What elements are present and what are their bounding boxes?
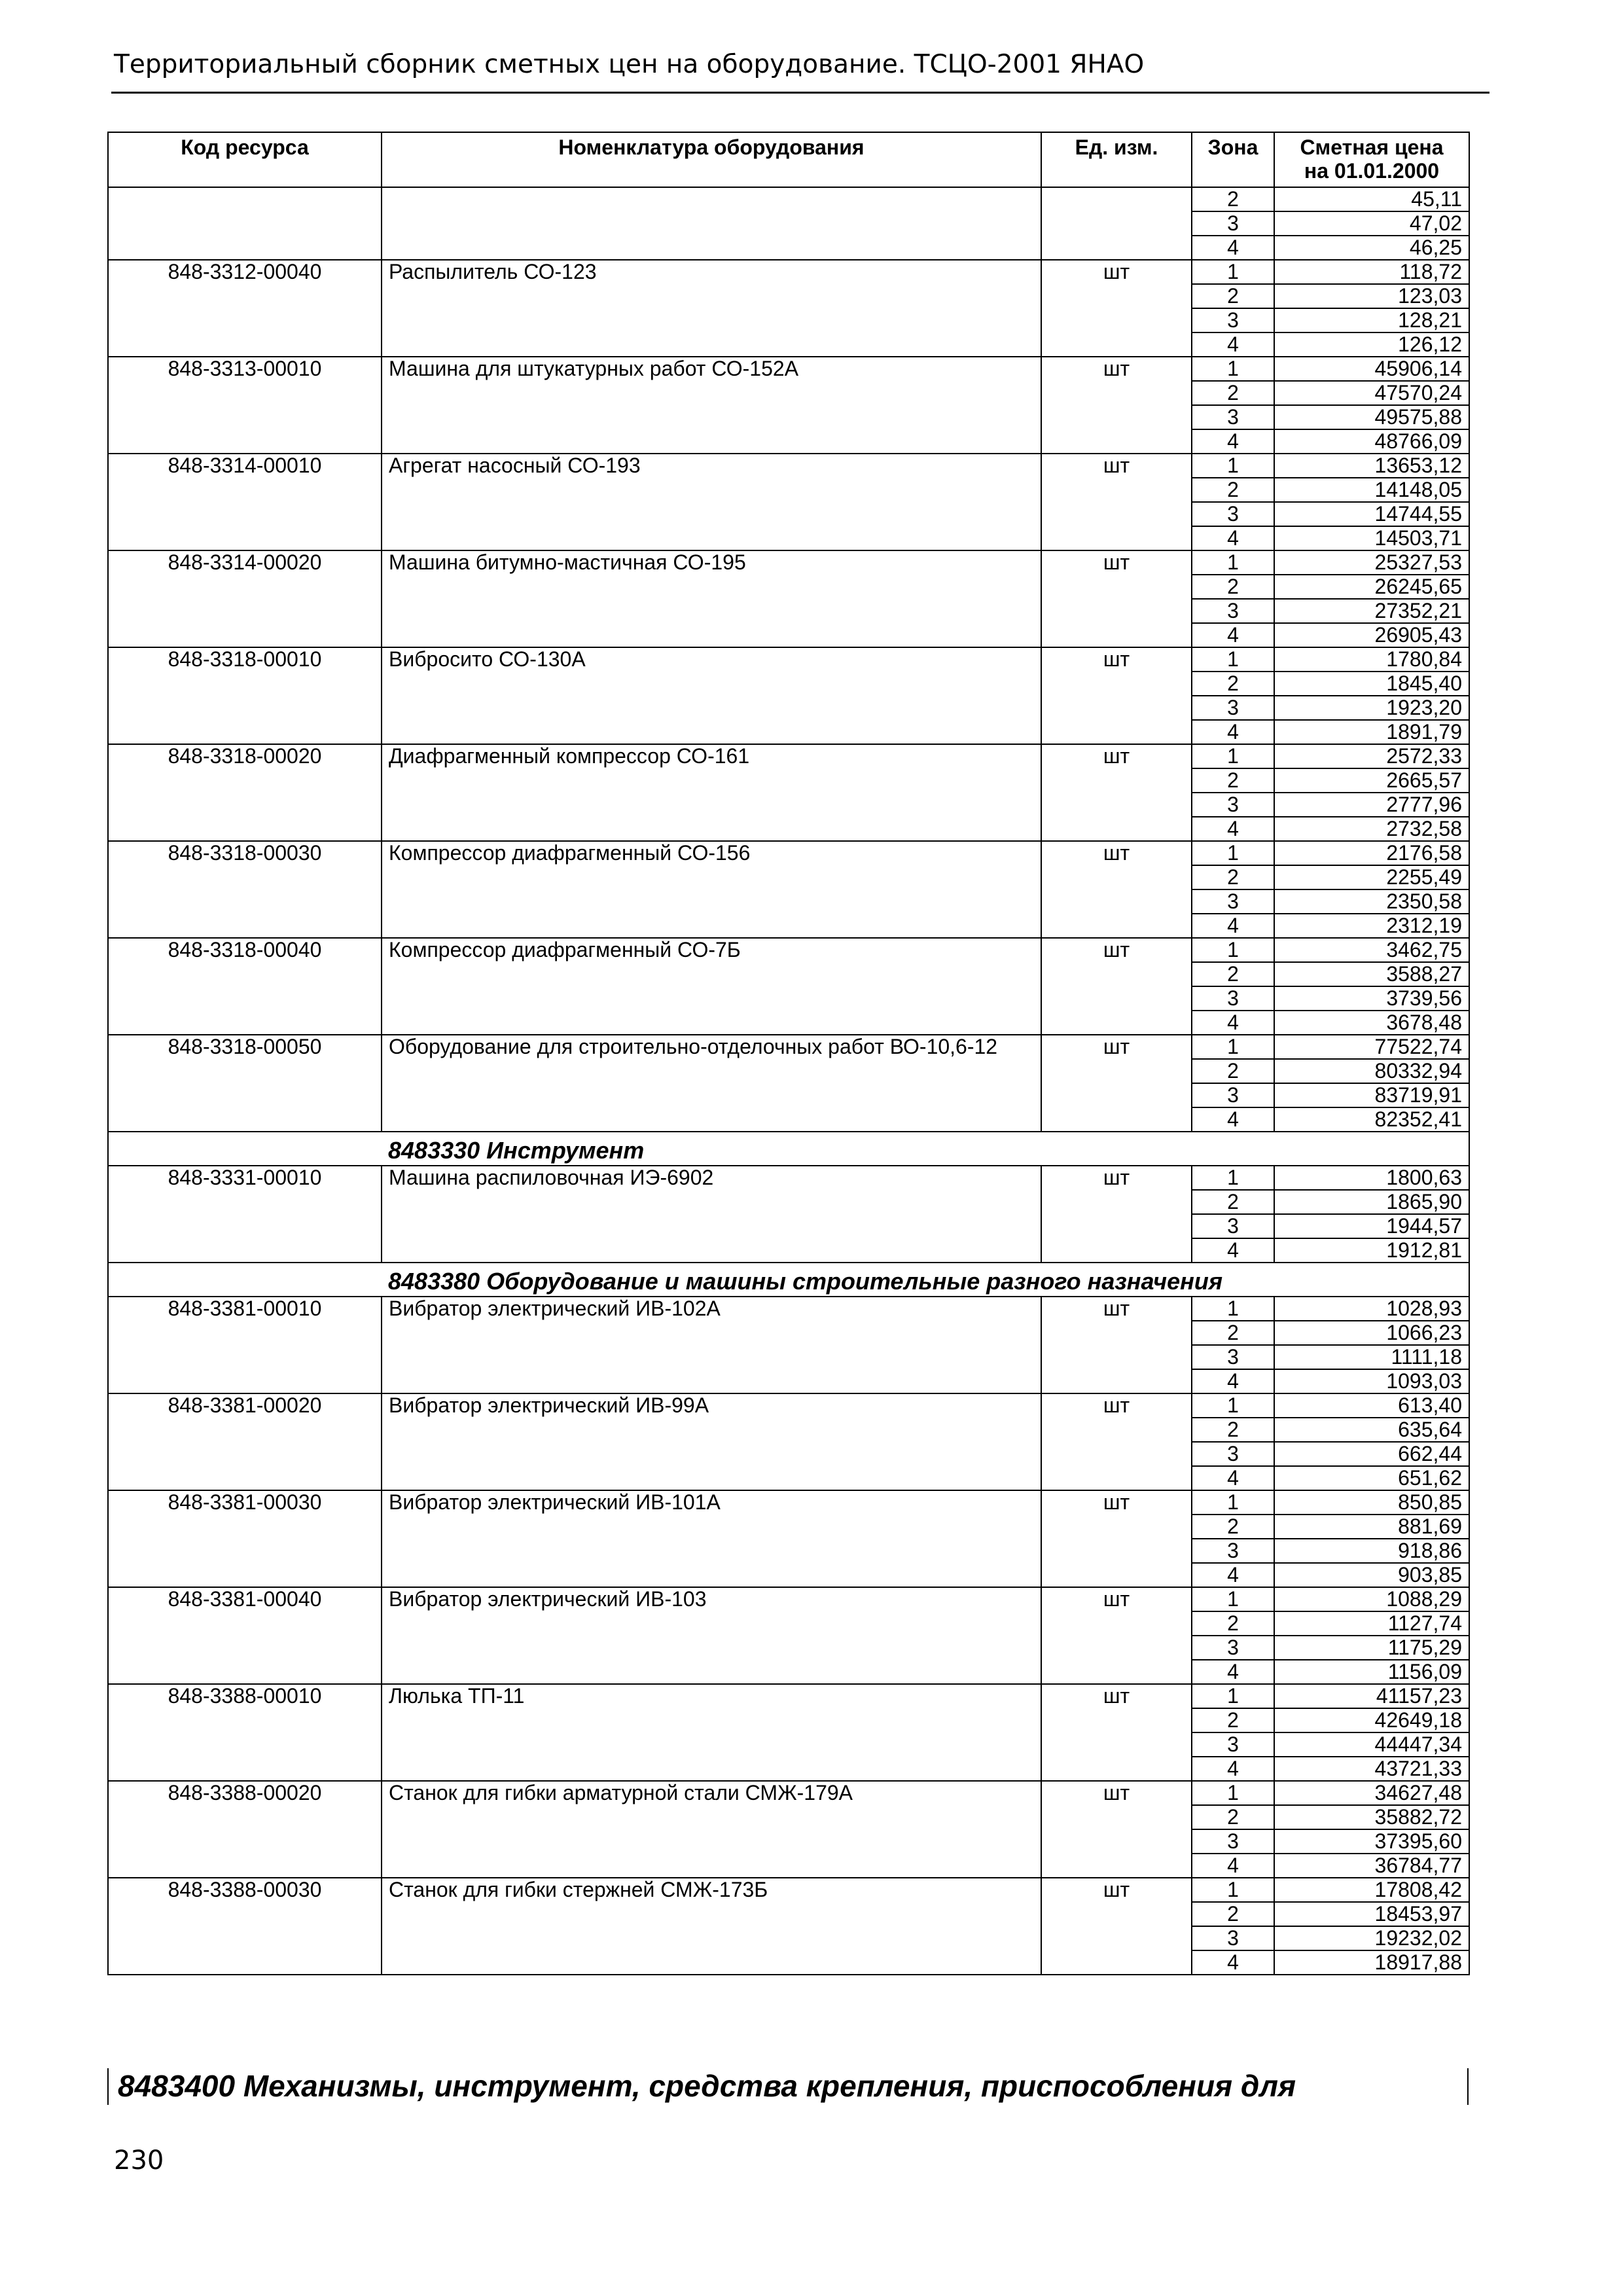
price-cell: 47570,24 [1274, 381, 1469, 405]
price-cell: 2350,58 [1274, 889, 1469, 914]
price-cell: 35882,72 [1274, 1805, 1469, 1829]
price-cell: 13653,12 [1274, 454, 1469, 478]
table-header-row [108, 132, 1469, 187]
unit-cell: шт [1041, 1587, 1192, 1684]
resource-code: 848-3388-00030 [108, 1878, 382, 1975]
bottom-section [107, 2068, 1469, 2105]
unit-cell: шт [1041, 938, 1192, 1035]
zone-cell: 4 [1192, 429, 1274, 454]
zone-cell: 2 [1192, 1190, 1274, 1214]
zone-cell: 3 [1192, 986, 1274, 1011]
price-cell: 1800,63 [1274, 1166, 1469, 1190]
zone-cell: 2 [1192, 381, 1274, 405]
resource-code: 848-3381-00040 [108, 1587, 382, 1684]
zone-cell: 3 [1192, 1636, 1274, 1660]
price-cell: 80332,94 [1274, 1059, 1469, 1083]
zone-cell: 4 [1192, 623, 1274, 647]
zone-cell: 4 [1192, 1757, 1274, 1781]
price-cell: 1944,57 [1274, 1214, 1469, 1238]
zone-cell: 4 [1192, 1563, 1274, 1587]
price-cell: 14503,71 [1274, 526, 1469, 550]
price-cell: 2665,57 [1274, 768, 1469, 793]
header-unit: Ед. изм. [1041, 132, 1192, 187]
zone-cell: 3 [1192, 502, 1274, 526]
zone-cell: 4 [1192, 526, 1274, 550]
resource-code: 848-3318-00030 [108, 841, 382, 938]
price-cell: 3462,75 [1274, 938, 1469, 962]
price-cell: 881,69 [1274, 1515, 1469, 1539]
header-name: Номенклатура оборудования [382, 132, 1041, 187]
zone-cell: 2 [1192, 478, 1274, 502]
price-cell: 82352,41 [1274, 1107, 1469, 1132]
resource-code: 848-3318-00010 [108, 647, 382, 744]
zone-cell: 4 [1192, 914, 1274, 938]
price-cell: 651,62 [1274, 1466, 1469, 1490]
zone-cell: 1 [1192, 357, 1274, 381]
zone-cell: 1 [1192, 1490, 1274, 1515]
zone-cell: 2 [1192, 672, 1274, 696]
table-row [108, 1684, 1469, 1708]
price-cell: 45906,14 [1274, 357, 1469, 381]
section-title: 8483380 Оборудование и машины строительные разного назначения [382, 1263, 1469, 1297]
unit-cell [1041, 187, 1192, 260]
unit-cell: шт [1041, 1166, 1192, 1263]
header-title: Территориальный сборник сметных цен на оборудование. ТСЦО-2001 ЯНАО [114, 50, 1145, 79]
zone-cell: 3 [1192, 1926, 1274, 1950]
price-cell: 2572,33 [1274, 744, 1469, 768]
zone-cell: 4 [1192, 332, 1274, 357]
price-cell: 1780,84 [1274, 647, 1469, 672]
table-row [108, 1878, 1469, 1902]
price-cell: 903,85 [1274, 1563, 1469, 1587]
zone-cell: 1 [1192, 841, 1274, 865]
table-row [108, 1035, 1469, 1059]
unit-cell: шт [1041, 1490, 1192, 1587]
equipment-name: Станок для гибки арматурной стали СМЖ-179А [382, 1781, 1041, 1878]
equipment-name: Распылитель СО-123 [382, 260, 1041, 357]
price-cell: 3678,48 [1274, 1011, 1469, 1035]
zone-cell: 1 [1192, 744, 1274, 768]
zone-cell: 1 [1192, 1166, 1274, 1190]
table-row [108, 1490, 1469, 1515]
zone-cell: 3 [1192, 405, 1274, 429]
price-cell: 1127,74 [1274, 1611, 1469, 1636]
zone-cell: 1 [1192, 260, 1274, 284]
zone-cell: 4 [1192, 1369, 1274, 1393]
section-row [108, 1263, 1469, 1297]
zone-cell: 4 [1192, 1660, 1274, 1684]
price-cell: 1912,81 [1274, 1238, 1469, 1263]
zone-cell: 1 [1192, 647, 1274, 672]
section-spacer [108, 1263, 382, 1297]
resource-code: 848-3381-00030 [108, 1490, 382, 1587]
zone-cell: 4 [1192, 817, 1274, 841]
price-cell: 613,40 [1274, 1393, 1469, 1418]
header-price-line1: Сметная цена [1300, 135, 1444, 159]
zone-cell: 1 [1192, 1393, 1274, 1418]
table-row [108, 454, 1469, 478]
zone-cell: 4 [1192, 1238, 1274, 1263]
zone-cell: 2 [1192, 865, 1274, 889]
price-cell: 126,12 [1274, 332, 1469, 357]
table-row [108, 187, 1469, 211]
price-cell: 34627,48 [1274, 1781, 1469, 1805]
price-cell: 26245,65 [1274, 575, 1469, 599]
zone-cell: 3 [1192, 1214, 1274, 1238]
price-cell: 48766,09 [1274, 429, 1469, 454]
resource-code: 848-3381-00010 [108, 1297, 382, 1393]
price-cell: 128,21 [1274, 308, 1469, 332]
zone-cell: 2 [1192, 1418, 1274, 1442]
zone-cell: 1 [1192, 1035, 1274, 1059]
zone-cell: 3 [1192, 308, 1274, 332]
unit-cell: шт [1041, 647, 1192, 744]
price-cell: 3739,56 [1274, 986, 1469, 1011]
price-cell: 49575,88 [1274, 405, 1469, 429]
section-title: 8483330 Инструмент [382, 1132, 1469, 1166]
unit-cell: шт [1041, 841, 1192, 938]
equipment-name: Агрегат насосный СО-193 [382, 454, 1041, 550]
price-cell: 27352,21 [1274, 599, 1469, 623]
zone-cell: 2 [1192, 1902, 1274, 1926]
table-body [108, 187, 1469, 1975]
zone-cell: 3 [1192, 1539, 1274, 1563]
zone-cell: 1 [1192, 454, 1274, 478]
zone-cell: 3 [1192, 1442, 1274, 1466]
price-cell: 123,03 [1274, 284, 1469, 308]
price-cell: 1891,79 [1274, 720, 1469, 744]
table-row [108, 841, 1469, 865]
zone-cell: 1 [1192, 550, 1274, 575]
zone-cell: 1 [1192, 938, 1274, 962]
unit-cell: шт [1041, 744, 1192, 841]
equipment-name: Оборудование для строительно-отделочных работ ВО-10,6-12 [382, 1035, 1041, 1132]
zone-cell: 2 [1192, 1708, 1274, 1732]
zone-cell: 3 [1192, 1829, 1274, 1854]
zone-cell: 1 [1192, 1587, 1274, 1611]
price-cell: 26905,43 [1274, 623, 1469, 647]
price-cell: 45,11 [1274, 187, 1469, 211]
unit-cell: шт [1041, 1878, 1192, 1975]
price-cell: 1093,03 [1274, 1369, 1469, 1393]
price-cell: 1845,40 [1274, 672, 1469, 696]
price-cell: 14744,55 [1274, 502, 1469, 526]
price-cell: 2176,58 [1274, 841, 1469, 865]
table-row [108, 1587, 1469, 1611]
price-cell: 1175,29 [1274, 1636, 1469, 1660]
price-cell: 2732,58 [1274, 817, 1469, 841]
price-cell: 918,86 [1274, 1539, 1469, 1563]
table-row [108, 938, 1469, 962]
equipment-name: Машина распиловочная ИЭ-6902 [382, 1166, 1041, 1263]
price-cell: 2312,19 [1274, 914, 1469, 938]
zone-cell: 3 [1192, 889, 1274, 914]
table-row [108, 1781, 1469, 1805]
price-cell: 1066,23 [1274, 1321, 1469, 1345]
table-row [108, 647, 1469, 672]
resource-code: 848-3318-00020 [108, 744, 382, 841]
price-cell: 42649,18 [1274, 1708, 1469, 1732]
price-cell: 1865,90 [1274, 1190, 1469, 1214]
equipment-name: Люлька ТП-11 [382, 1684, 1041, 1781]
zone-cell: 3 [1192, 599, 1274, 623]
price-cell: 77522,74 [1274, 1035, 1469, 1059]
zone-cell: 3 [1192, 211, 1274, 236]
table-row [108, 260, 1469, 284]
resource-code: 848-3388-00010 [108, 1684, 382, 1781]
unit-cell: шт [1041, 1297, 1192, 1393]
resource-code: 848-3312-00040 [108, 260, 382, 357]
unit-cell: шт [1041, 550, 1192, 647]
zone-cell: 2 [1192, 1611, 1274, 1636]
price-cell: 17808,42 [1274, 1878, 1469, 1902]
header-rule [111, 92, 1489, 94]
zone-cell: 1 [1192, 1781, 1274, 1805]
section-row [108, 1132, 1469, 1166]
resource-code: 848-3388-00020 [108, 1781, 382, 1878]
price-cell: 25327,53 [1274, 550, 1469, 575]
zone-cell: 1 [1192, 1684, 1274, 1708]
bottom-section-title: 8483400 Механизмы, инструмент, средства крепления, приспособления для [118, 2069, 1296, 2103]
price-cell: 1088,29 [1274, 1587, 1469, 1611]
equipment-name: Вибратор электрический ИВ-101А [382, 1490, 1041, 1587]
price-cell: 36784,77 [1274, 1854, 1469, 1878]
equipment-name: Компрессор диафрагменный СО-156 [382, 841, 1041, 938]
zone-cell: 4 [1192, 236, 1274, 260]
price-cell: 635,64 [1274, 1418, 1469, 1442]
price-cell: 1156,09 [1274, 1660, 1469, 1684]
header-price [1274, 132, 1469, 187]
zone-cell: 3 [1192, 696, 1274, 720]
zone-cell: 2 [1192, 1059, 1274, 1083]
unit-cell: шт [1041, 1393, 1192, 1490]
zone-cell: 3 [1192, 793, 1274, 817]
price-table [107, 132, 1470, 1975]
price-cell: 2255,49 [1274, 865, 1469, 889]
zone-cell: 3 [1192, 1083, 1274, 1107]
equipment-name: Машина для штукатурных работ СО-152А [382, 357, 1041, 454]
resource-code: 848-3314-00010 [108, 454, 382, 550]
equipment-name: Вибросито СО-130А [382, 647, 1041, 744]
zone-cell: 2 [1192, 768, 1274, 793]
zone-cell: 4 [1192, 1011, 1274, 1035]
equipment-name: Вибратор электрический ИВ-99А [382, 1393, 1041, 1490]
zone-cell: 2 [1192, 1515, 1274, 1539]
price-cell: 43721,33 [1274, 1757, 1469, 1781]
zone-cell: 2 [1192, 575, 1274, 599]
price-cell: 14148,05 [1274, 478, 1469, 502]
header-code: Код ресурса [108, 132, 382, 187]
equipment-name: Вибратор электрический ИВ-103 [382, 1587, 1041, 1684]
price-cell: 118,72 [1274, 260, 1469, 284]
price-cell: 44447,34 [1274, 1732, 1469, 1757]
price-cell: 3588,27 [1274, 962, 1469, 986]
zone-cell: 2 [1192, 187, 1274, 211]
resource-code: 848-3314-00020 [108, 550, 382, 647]
price-cell: 2777,96 [1274, 793, 1469, 817]
resource-code: 848-3381-00020 [108, 1393, 382, 1490]
zone-cell: 3 [1192, 1345, 1274, 1369]
equipment-name: Станок для гибки стержней СМЖ-173Б [382, 1878, 1041, 1975]
resource-code: 848-3318-00050 [108, 1035, 382, 1132]
unit-cell: шт [1041, 260, 1192, 357]
equipment-name [382, 187, 1041, 260]
equipment-name: Диафрагменный компрессор СО-161 [382, 744, 1041, 841]
table-row [108, 357, 1469, 381]
unit-cell: шт [1041, 1035, 1192, 1132]
table-row [108, 1297, 1469, 1321]
section-spacer [108, 1132, 382, 1166]
price-cell: 18917,88 [1274, 1950, 1469, 1975]
resource-code: 848-3318-00040 [108, 938, 382, 1035]
price-cell: 1028,93 [1274, 1297, 1469, 1321]
resource-code: 848-3313-00010 [108, 357, 382, 454]
zone-cell: 2 [1192, 962, 1274, 986]
page-number: 230 [114, 2145, 164, 2176]
price-cell: 19232,02 [1274, 1926, 1469, 1950]
price-cell: 41157,23 [1274, 1684, 1469, 1708]
zone-cell: 1 [1192, 1297, 1274, 1321]
price-cell: 18453,97 [1274, 1902, 1469, 1926]
resource-code [108, 187, 382, 260]
price-cell: 1111,18 [1274, 1345, 1469, 1369]
price-cell: 47,02 [1274, 211, 1469, 236]
table-row [108, 550, 1469, 575]
unit-cell: шт [1041, 454, 1192, 550]
zone-cell: 3 [1192, 1732, 1274, 1757]
unit-cell: шт [1041, 1684, 1192, 1781]
resource-code: 848-3331-00010 [108, 1166, 382, 1263]
table-row [108, 1166, 1469, 1190]
equipment-name: Машина битумно-мастичная СО-195 [382, 550, 1041, 647]
zone-cell: 4 [1192, 1466, 1274, 1490]
header-zone: Зона [1192, 132, 1274, 187]
zone-cell: 2 [1192, 284, 1274, 308]
zone-cell: 1 [1192, 1878, 1274, 1902]
header-price-line2: на 01.01.2000 [1304, 159, 1440, 183]
zone-cell: 2 [1192, 1321, 1274, 1345]
price-cell: 46,25 [1274, 236, 1469, 260]
zone-cell: 4 [1192, 1950, 1274, 1975]
unit-cell: шт [1041, 357, 1192, 454]
table-row [108, 1393, 1469, 1418]
table-row [108, 744, 1469, 768]
price-cell: 850,85 [1274, 1490, 1469, 1515]
zone-cell: 4 [1192, 1854, 1274, 1878]
zone-cell: 2 [1192, 1805, 1274, 1829]
equipment-name: Вибратор электрический ИВ-102А [382, 1297, 1041, 1393]
price-cell: 83719,91 [1274, 1083, 1469, 1107]
price-cell: 662,44 [1274, 1442, 1469, 1466]
price-cell: 1923,20 [1274, 696, 1469, 720]
zone-cell: 4 [1192, 720, 1274, 744]
unit-cell: шт [1041, 1781, 1192, 1878]
zone-cell: 4 [1192, 1107, 1274, 1132]
equipment-name: Компрессор диафрагменный СО-7Б [382, 938, 1041, 1035]
price-cell: 37395,60 [1274, 1829, 1469, 1854]
